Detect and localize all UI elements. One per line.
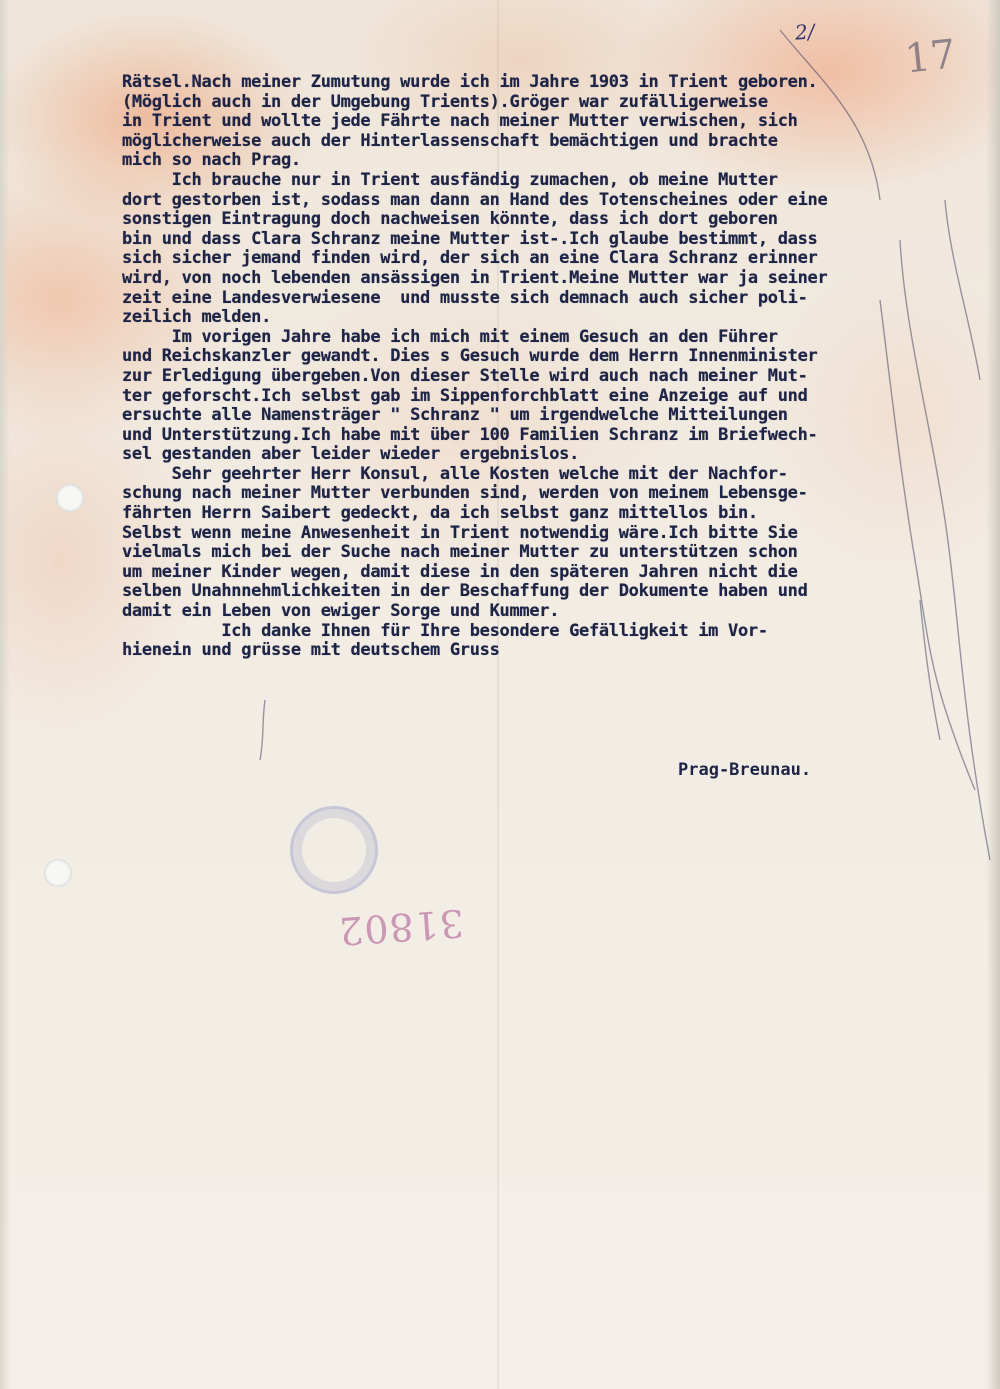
letter-line: möglicherweise auch der Hinterlassenschaft bemächtigen und brachte <box>122 130 778 151</box>
letter-line: Ich danke Ihnen für Ihre besondere Gefälligkeit im Vor- <box>122 620 768 641</box>
handwritten-page-number: 2/ <box>794 19 816 45</box>
letter-line: vielmals mich bei der Suche nach meiner Mutter zu unterstützen schon <box>122 542 798 563</box>
letter-line: ersuchte alle Namensträger " Schranz " um irgendwelche Mitteilungen <box>122 405 788 426</box>
letter-line: und Reichskanzler gewandt. Dies s Gesuch wurde dem Herrn Innenminister <box>122 346 818 367</box>
pencil-stroke <box>260 700 265 760</box>
letter-line: ter geforscht.Ich selbst gab im Sippenforchblatt eine Anzeige auf und <box>122 385 808 406</box>
letter-line: (Möglich auch in der Umgebung Trients).Gröger war zufälligerweise <box>122 91 768 112</box>
handwritten-folio-number: 17 <box>902 31 959 83</box>
letter-line: zeit eine Landesverwiesene und musste sich demnach auch sicher poli- <box>122 287 808 308</box>
letter-line: um meiner Kinder wegen, damit diese in den späteren Jahren nicht die <box>122 561 798 582</box>
letter-line: bin und dass Clara Schranz meine Mutter ist-.Ich glaube bestimmt, dass <box>122 228 818 249</box>
letter-line: sich sicher jemand finden wird, der sich an eine Clara Schranz erinner <box>122 248 818 269</box>
letter-line: und Unterstützung.Ich habe mit über 100 Familien Schranz im Briefwech- <box>122 424 818 445</box>
typed-letter-body <box>122 73 990 661</box>
letter-line: schung nach meiner Mutter verbunden sind, werden von meinem Lebensge- <box>122 483 808 504</box>
letter-line: sonstigen Eintragung doch nachweisen könnte, dass ich dort geboren <box>122 209 778 230</box>
punch-hole-bottom <box>44 859 72 887</box>
letter-line: wird, von noch lebenden ansässigen in Trient.Meine Mutter war ja seiner <box>122 267 828 288</box>
scan-edge-left <box>0 0 10 1389</box>
letter-line: damit ein Leben von ewiger Sorge und Kummer. <box>122 601 560 622</box>
letter-line: Selbst wenn meine Anwesenheit in Trient notwendig wäre.Ich bitte Sie <box>122 522 798 543</box>
signature-place: Prag-Breunau. <box>678 760 812 780</box>
letter-line: zur Erledigung übergeben.Von dieser Stelle wird auch nach meiner Mut- <box>122 365 808 386</box>
faded-round-stamp <box>290 806 378 894</box>
letter-line: hienein und grüsse mit deutschem Gruss <box>122 640 500 661</box>
letter-line: fährten Herrn Saibert gedeckt, da ich selbst ganz mittellos bin. <box>122 503 758 524</box>
letter-line: Rätsel.Nach meiner Zumutung wurde ich im Jahre 1903 in Trient geboren. <box>122 72 818 92</box>
punch-hole-top <box>56 484 84 512</box>
letter-line: mich so nach Prag. <box>122 150 301 171</box>
letter-line: Ich brauche nur in Trient ausfändig zumachen, ob meine Mutter <box>122 169 778 190</box>
letter-line: selben Unahnnehmlichkeiten in der Beschaffung der Dokumente haben und <box>122 581 808 602</box>
archive-number-stamp: 31802 <box>336 900 466 954</box>
letter-line: in Trient und wollte jede Fährte nach meiner Mutter verwischen, sich <box>122 111 798 132</box>
letter-line: sel gestanden aber leider wieder ergebnislos. <box>122 444 580 465</box>
letter-line: zeilich melden. <box>122 307 272 328</box>
letter-line: dort gestorben ist, sodass man dann an Hand des Totenscheines oder eine <box>122 189 828 210</box>
letter-line: Im vorigen Jahre habe ich mich mit einem Gesuch an den Führer <box>122 326 778 347</box>
letter-line: Sehr geehrter Herr Konsul, alle Kosten welche mit der Nachfor- <box>122 463 788 484</box>
